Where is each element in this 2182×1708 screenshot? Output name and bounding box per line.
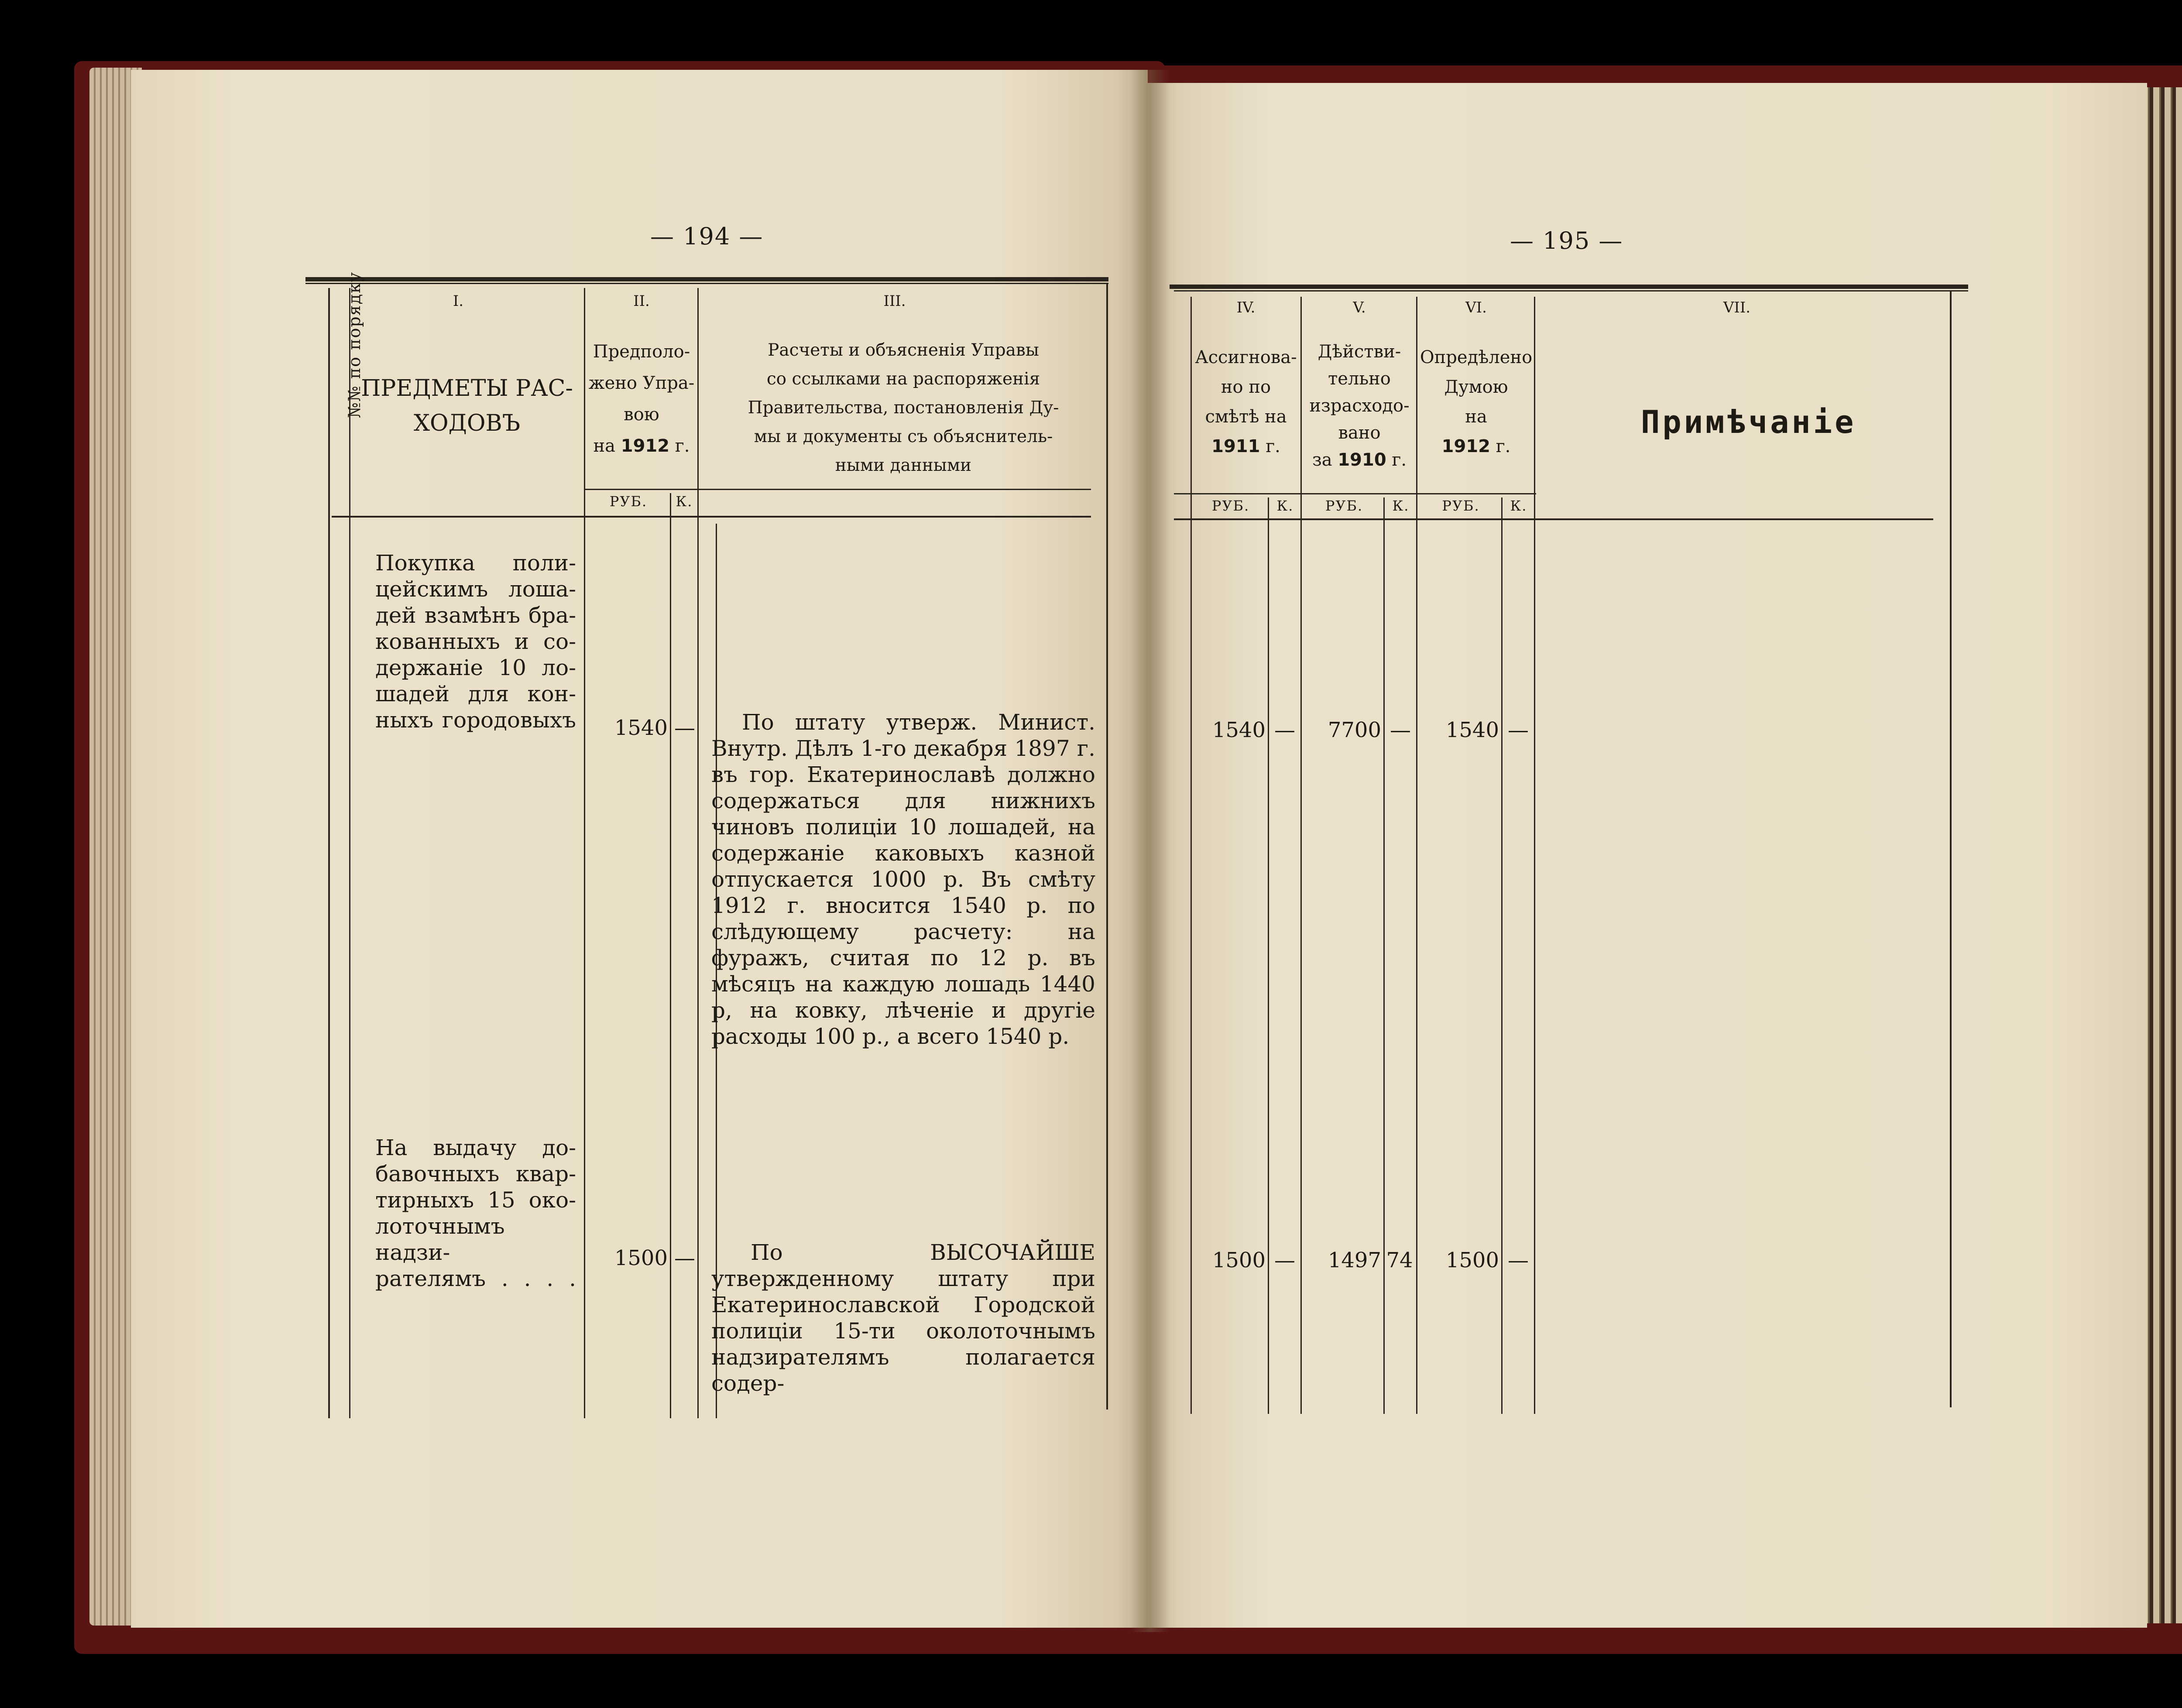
table-top-rule-left <box>305 277 1108 281</box>
header-col-1-title-line1: ПРЕДМЕТЫ РАС- <box>361 375 573 401</box>
header-col-6-rub: РУБ. <box>1442 497 1480 514</box>
col-rule-2-kop <box>670 493 671 1418</box>
page-number-left: — 194 — <box>650 223 764 250</box>
row-1-item <box>375 550 576 733</box>
subheader-rule-right <box>1174 493 1536 494</box>
header-col-2-line2: жено Упра- <box>588 373 695 393</box>
header-col-1-title <box>353 371 580 441</box>
header-col-4-title <box>1194 343 1298 461</box>
row-1-item-line: дей взамѣнъ бра- <box>375 603 576 628</box>
row-2-c6-kop: — <box>1508 1248 1529 1272</box>
header-col-6-line3: на <box>1465 407 1487 427</box>
header-col-5-kop: К. <box>1392 497 1410 514</box>
header-col-6-roman: VI. <box>1465 299 1487 316</box>
header-col-2-year-suffix: г. <box>675 436 690 456</box>
header-col-2-title <box>587 336 696 462</box>
row-2-item-line: бавочныхъ квар- <box>375 1161 576 1187</box>
header-col-2-rub: РУБ. <box>609 493 648 510</box>
header-col-5-line3: израсходо- <box>1309 396 1410 416</box>
header-col-4-year-line <box>1194 432 1298 461</box>
row-2-c4-kop: — <box>1274 1248 1295 1272</box>
header-col-6-line1: Опредѣлено <box>1420 347 1533 367</box>
right-page <box>1148 83 2147 1628</box>
header-col-6-year-suffix: г. <box>1496 436 1511 456</box>
row-2-c5-rub: 1497 <box>1328 1248 1381 1272</box>
header-col-2-year-prefix: на <box>593 436 616 456</box>
row-1-c5-kop: — <box>1390 718 1411 742</box>
row-2-item-line: На выдачу до- <box>375 1135 576 1160</box>
header-col-5-year-prefix: за <box>1312 450 1332 470</box>
header-col-4-rub: РУБ. <box>1211 497 1250 514</box>
header-col-2-year-line <box>587 430 696 462</box>
col-rule-5 <box>1416 297 1417 1414</box>
header-col-6-kop: К. <box>1510 497 1527 514</box>
row-1-item-line: Покупка поли- <box>375 550 576 576</box>
row-1-item-line: держаніе 10 ло- <box>375 655 576 680</box>
col-rule-6-kop <box>1501 497 1503 1414</box>
col-rule-4 <box>1300 297 1302 1414</box>
row-2-c5-kop: 74 <box>1386 1248 1413 1272</box>
header-col-4-line2: но по <box>1221 377 1271 397</box>
header-col-3-line2: со ссылками на распоряженія <box>766 369 1040 389</box>
header-number-vertical: №№ по порядку <box>345 271 364 418</box>
header-col-5-line2: тельно <box>1328 369 1391 389</box>
subheader-rule-left <box>585 489 1091 490</box>
row-1-c5-rub: 7700 <box>1328 718 1381 742</box>
header-col-5-line1: Дѣйстви- <box>1317 342 1401 362</box>
book-gutter <box>1130 70 1170 1632</box>
header-col-5-rub: РУБ. <box>1325 497 1363 514</box>
row-2-note: По ВЫСОЧАЙШЕ утвержденному штату при Екатеринославской Городской полиціи 15-ти околоточнымъ надзирателямъ полагается содер- <box>711 1240 1095 1396</box>
col-rule-6 <box>1534 297 1535 1414</box>
header-col-2-kop: К. <box>676 493 693 510</box>
header-col-2-year: 1912 <box>621 436 670 456</box>
row-1-note: По штату утверж. Минист. Внутр. Дѣлъ 1-го декабря 1897 г. въ гор. Екатеринославѣ должно содержаться для нижнихъ чиновъ полиціи 10 лошадей, на содержаніе каковыхъ казной отпускается 1000 р. Въ смѣту 1912 г. вносится 1540 р. по слѣдующему расчету: на фуражъ, считая по 12 р. въ мѣсяцъ на каждую лошадь 1440 р, на ковку, лѣченіе и другіе расходы 100 р., а всего 1540 р. <box>711 710 1095 1049</box>
row-2-item-line: рателямъ . . . . <box>375 1266 576 1291</box>
row-1-item-line: цейскимъ лоша- <box>375 576 576 602</box>
row-1-item-line: ныхъ городовыхъ <box>375 707 576 733</box>
col-rule-3 <box>697 288 699 1418</box>
header-col-3-title <box>703 336 1104 480</box>
row-1-c6-kop: — <box>1508 718 1529 742</box>
row-1-kop: — <box>674 716 695 740</box>
col-rule-2 <box>584 288 585 1418</box>
row-1-c4-kop: — <box>1274 718 1295 742</box>
header-col-1-roman: I. <box>453 292 464 310</box>
row-2-amount: 1500 <box>614 1246 668 1270</box>
row-2-item-line: тирныхъ 15 око- <box>375 1187 576 1213</box>
page-number-right: — 195 — <box>1510 227 1623 254</box>
row-2-c4-rub: 1500 <box>1212 1248 1266 1272</box>
header-col-4-line1: Ассигнова- <box>1195 347 1297 367</box>
header-col-6-year: 1912 <box>1441 436 1490 456</box>
header-col-5-line4: вано <box>1338 423 1381 443</box>
header-bottom-rule-left <box>332 516 1091 518</box>
header-col-3-roman: III. <box>883 292 906 310</box>
header-col-5-year-suffix: г. <box>1392 450 1407 470</box>
col-rule-4-kop <box>1268 497 1269 1414</box>
row-1-c6-rub: 1540 <box>1445 718 1499 742</box>
header-col-3-line4: мы и документы съ объяснитель- <box>754 427 1053 446</box>
header-col-5-year: 1910 <box>1338 450 1386 470</box>
header-col-6-title <box>1418 343 1534 461</box>
row-1-item-line: шадей для кон- <box>375 681 576 707</box>
header-col-7-roman: VII. <box>1723 299 1751 316</box>
col-rule-5-kop <box>1383 497 1385 1414</box>
row-2-item <box>375 1135 576 1292</box>
table-top-rule-right <box>1170 285 1968 289</box>
header-col-7-title: Примѣчаніе <box>1641 404 1856 440</box>
header-bottom-rule-right <box>1174 518 1933 520</box>
col-rule-no <box>328 288 330 1418</box>
header-col-2-line1: Предполо- <box>593 342 690 362</box>
row-1-item-line: кованныхъ и со- <box>375 629 576 654</box>
col-rule-right-edge <box>1106 284 1108 1410</box>
row-2-item-line: лоточнымъ надзи- <box>375 1214 505 1265</box>
header-col-3-line3: Правительства, постановленія Ду- <box>748 398 1059 418</box>
col-rule-right-edge-right <box>1950 290 1952 1407</box>
header-col-5-roman: V. <box>1353 299 1366 316</box>
row-1-c4-rub: 1540 <box>1212 718 1266 742</box>
header-col-6-year-line <box>1418 432 1534 461</box>
row-1-amount: 1540 <box>614 716 668 740</box>
header-col-3-line1: Расчеты и объясненія Управы <box>768 340 1039 360</box>
header-col-1-title-line2: ХОДОВЪ <box>413 410 521 436</box>
header-col-2-roman: II. <box>633 292 650 310</box>
row-2-c6-rub: 1500 <box>1445 1248 1499 1272</box>
table-top-rule-left-thin <box>305 283 1108 284</box>
col-rule-left-edge-right <box>1190 297 1192 1414</box>
header-col-6-line2: Думою <box>1444 377 1508 397</box>
header-col-4-year-suffix: г. <box>1266 436 1280 456</box>
header-col-4-year: 1911 <box>1211 436 1260 456</box>
row-2-kop: — <box>674 1246 695 1270</box>
header-col-5-title <box>1305 338 1414 473</box>
table-top-rule-right-thin <box>1174 290 1968 292</box>
header-col-4-kop: К. <box>1276 497 1294 514</box>
header-col-4-line3: смѣтѣ на <box>1205 407 1287 427</box>
header-col-2-line3: вою <box>624 405 659 425</box>
header-col-5-year-line <box>1305 446 1414 473</box>
header-col-3-line5: ными данными <box>835 456 972 475</box>
header-col-4-roman: IV. <box>1236 299 1256 316</box>
